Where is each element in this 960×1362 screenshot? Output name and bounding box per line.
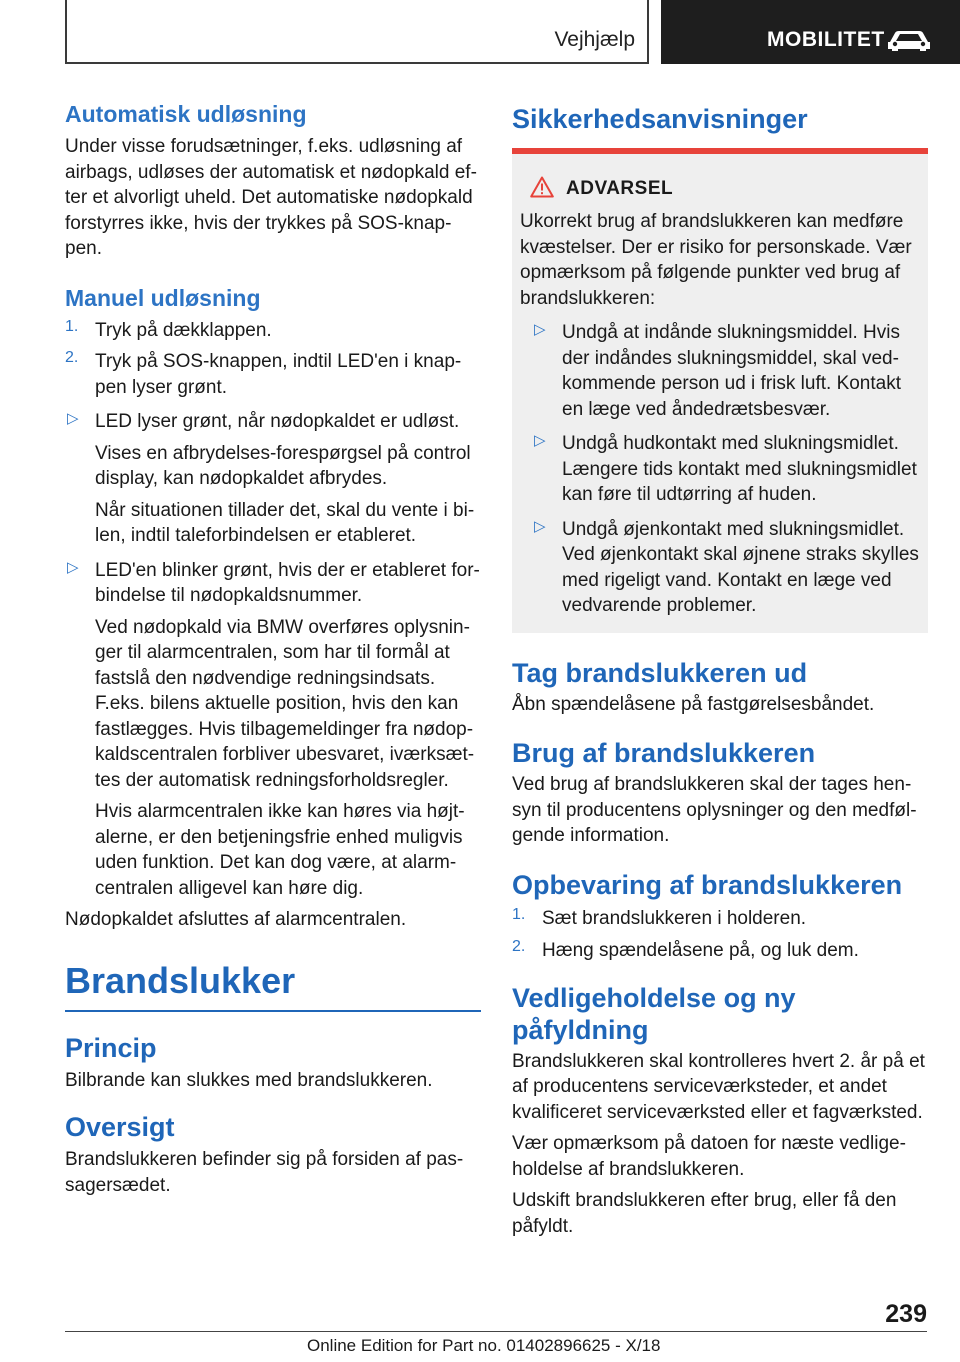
- step-number: 1.: [512, 905, 526, 923]
- left-column: [65, 100, 481, 1198]
- maintenance-text: Udskift brandslukkeren efter brug, eller få den påfyldt.: [512, 1190, 897, 1237]
- list-item: [65, 558, 481, 609]
- storage-steps-list: [512, 906, 928, 964]
- bullet-text: Undgå øjenkontakt med slukningsmidlet. Ved øjenkontakt skal øjnene straks skylles med rigeligt vand. Kontakt en læge ved vedvarende problemer.: [562, 518, 919, 616]
- take-out-heading: Tag brandslukkeren ud: [512, 657, 808, 688]
- list-item: [520, 431, 920, 508]
- bullet-paragraph: Hvis alarmcentralen ikke kan høres via højtalerne, er den betjeningsfrie enhed muligvis uden funktion. Det kan dog være, at alarmcentralen alligevel kan høre dig.: [95, 801, 465, 899]
- storage-heading: Opbevaring af brandslukkeren: [512, 869, 903, 900]
- triangle-bullet-icon: ▷: [534, 517, 546, 535]
- triangle-bullet-icon: ▷: [67, 558, 79, 576]
- manual-steps-list: [65, 318, 481, 401]
- bullet-text: LED'en blinker grønt, hvis der er etableret forbindelse til nødopkaldsnummer.: [95, 559, 480, 606]
- step-number: 2.: [65, 349, 79, 366]
- list-item: [512, 906, 928, 932]
- warning-label: ADVARSEL: [566, 178, 674, 199]
- maintenance-heading: Vedligeholdelse og ny påfyldning: [512, 982, 796, 1045]
- chapter-title: Brandslukker: [65, 959, 296, 1001]
- warning-text: Ukorrekt brug af brandslukkeren kan medføre kvæstelser. Der er risiko for personskade. Vær opmærksom på følgende punkter ved brug af brandslukkeren:: [520, 211, 912, 309]
- use-text: Ved brug af brandslukkeren skal der tages hensyn til producentens oplysninger og den medfølgende information.: [512, 774, 917, 846]
- car-icon: [886, 28, 932, 52]
- oversigt-heading: Oversigt: [65, 1112, 175, 1142]
- take-out-text: Åbn spændelåsene på fastgørelsesbåndet.: [512, 693, 875, 715]
- triangle-bullet-icon: ▷: [534, 321, 546, 338]
- auto-release-text: Under visse forudsætninger, f.eks. udløsning af airbags, udløses der automatisk et nødopkald efter et alvorligt uheld. Det automatiske nødopkald forstyrres ikke, hvis der trykkes på SOS-knappen.: [65, 136, 477, 259]
- maintenance-text: Brandslukkeren skal kontrolleres hvert 2. år på et af producentens serviceværksteder, et andet kvalificeret serviceværksted eller et fagværksted.: [512, 1050, 925, 1123]
- header-section-box: [65, 0, 649, 64]
- princip-text: Bilbrande kan slukkes med brandslukkeren.: [65, 1069, 433, 1091]
- bullet-paragraph: Ved nødopkald via BMW overføres oplysninger til alarmcentralen, som har til formål at fastslå den nødvendige redningsindsats. F.eks. bilens aktuelle position, hvis den kan fastlægges. Hvis tilbagemeldinger fra nødopkaldscentralen forbliver ubesvaret, iværksættes der automatisk redningsforholdsregler.: [95, 616, 475, 791]
- warning-title: [520, 154, 920, 209]
- header-chapter-tab: [661, 0, 960, 64]
- auto-release-heading: Automatisk udløsning: [65, 101, 307, 127]
- princip-heading: Princip: [65, 1032, 157, 1063]
- list-item: [512, 938, 928, 964]
- step-text: Hæng spændelåsene på, og luk dem.: [542, 940, 859, 961]
- bullet-text: Undgå at indånde slukningsmiddel. Hvis der indåndes slukningsmiddel, skal vedkommende person ud i frisk luft. Kontakt en læge ved åndedrætsbesvær.: [562, 322, 901, 420]
- oversigt-text: Brandslukkeren befinder sig på forsiden af passagersædet.: [65, 1149, 464, 1196]
- warning-box: [512, 148, 928, 633]
- step-number: 2.: [512, 938, 526, 955]
- use-heading: Brug af brandslukkeren: [512, 738, 816, 768]
- triangle-bullet-icon: ▷: [534, 432, 546, 449]
- maintenance-text: Vær opmærksom på datoen for næste vedligeholdelse af brandslukkeren.: [512, 1133, 906, 1180]
- step-number: 1.: [65, 317, 79, 335]
- chapter-rule: [65, 1010, 481, 1012]
- page-number: 239: [885, 1300, 927, 1328]
- list-item: [65, 409, 481, 435]
- safety-heading: Sikkerhedsanvisninger: [512, 104, 808, 134]
- list-item: [65, 318, 481, 344]
- bullet-paragraph: Vises en afbrydelses-forespørgsel på control display, kan nødopkaldet afbrydes.: [95, 442, 471, 489]
- header-section-label: Vejhjælp: [554, 28, 635, 51]
- header-chapter-label: MOBILITET: [767, 28, 885, 51]
- step-text: Tryk på dækklappen.: [95, 319, 272, 341]
- list-item: [520, 517, 920, 619]
- list-item: [520, 320, 920, 422]
- footer-rule: [65, 1331, 927, 1332]
- closing-text: Nødopkaldet afsluttes af alarmcentralen.: [65, 909, 407, 930]
- footer-edition: Online Edition for Part no. 01402896625 - X/18: [307, 1336, 661, 1355]
- warning-triangle-icon: [530, 176, 554, 198]
- manual-release-heading: Manuel udløsning: [65, 284, 261, 311]
- bullet-text: LED lyser grønt, når nødopkaldet er udløst.: [95, 411, 460, 432]
- triangle-bullet-icon: ▷: [67, 410, 79, 427]
- step-text: Tryk på SOS-knappen, indtil LED'en i knappen lyser grønt.: [95, 351, 462, 398]
- bullet-text: Undgå hudkontakt med slukningsmidlet. Længere tids kontakt med slukningsmidlet kan føre til udtørring af huden.: [562, 433, 917, 505]
- list-item: [65, 349, 481, 400]
- right-column: [512, 100, 928, 1239]
- step-text: Sæt brandslukkeren i holderen.: [542, 907, 807, 929]
- bullet-paragraph: Når situationen tillader det, skal du vente i bilen, indtil taleforbindelsen er etableret.: [95, 499, 475, 546]
